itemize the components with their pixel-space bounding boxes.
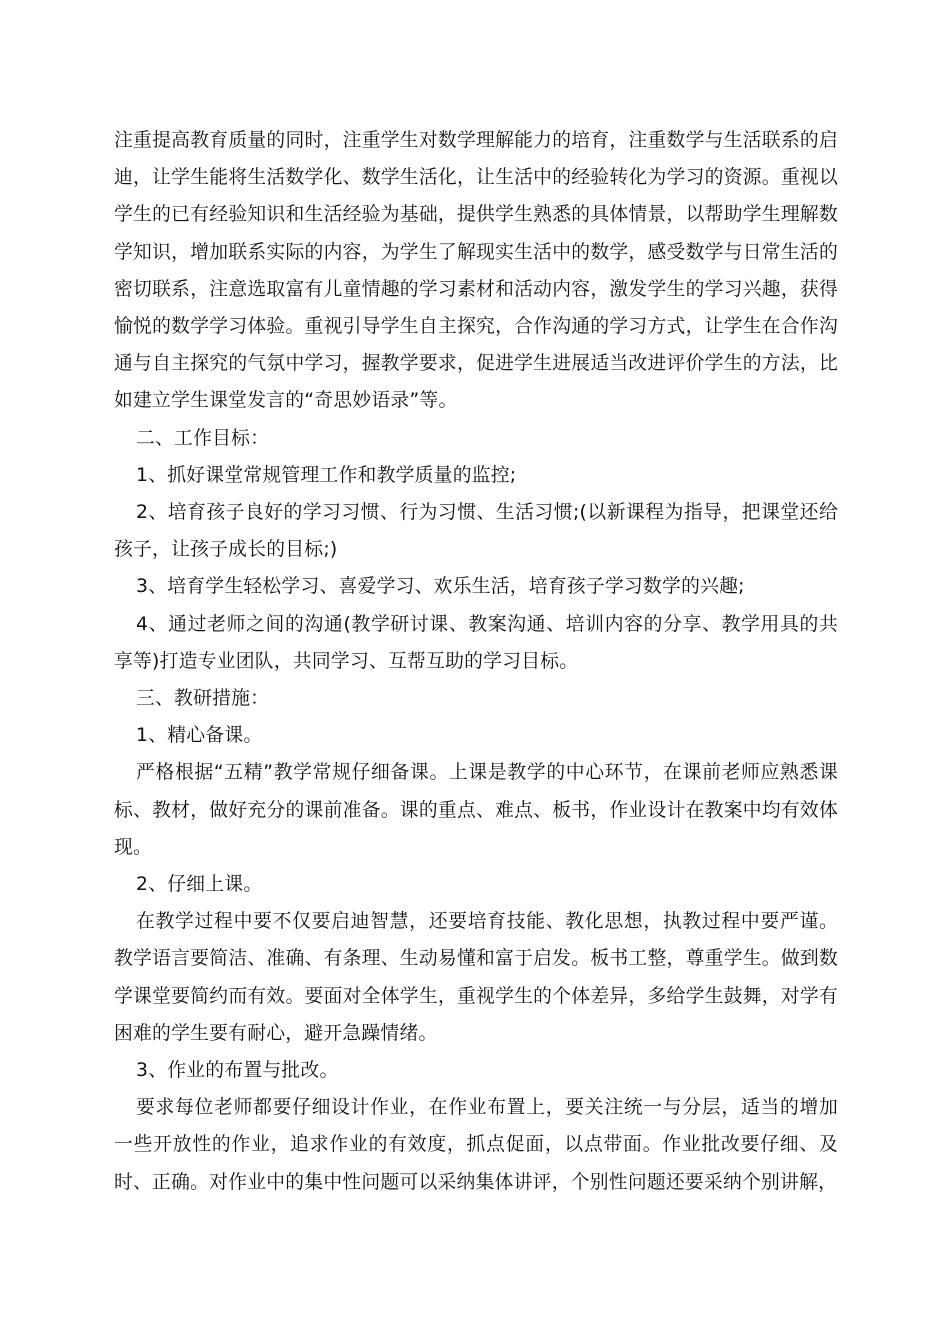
body-paragraph: 注重提高教育质量的同时，注重学生对数学理解能力的培育，注重数学与生活联系的启迪，让学生能将生活数学化、数学生活化，让生活中的经验转化为学习的资源。重视以学生的已有经验知识和生活经验为基础，提供学生熟悉的具体情景，以帮助学生理解数学知识，增加联系实际的内容，为学生了解现实生活中的数学，感受数学与日常生活的密切联系，注意选取富有儿童情趣的学习素材和活动内容，激发学生的学习兴趣，获得愉悦的数学学习体验。重视引导学生自主探究，合作沟通的学习方式，让学生在合作沟通与自主探究的气氛中学习，握教学要求，促进学生进展适当改进评价学生的方法，比如建立学生课堂发言的“奇思妙语录”等。 xyxy=(114,130,838,412)
measure-paragraph-1: 严格根据“五精”教学常规仔细备课。上课是教学的中心环节，在课前老师应熟悉课标、教材，做好充分的课前准备。课的重点、难点、板书，作业设计在教案中均有效体现。 xyxy=(114,762,838,858)
goal-item-2: 2、培育孩子良好的学习习惯、行为习惯、生活习惯;(以新课程为指导，把课堂还给孩子，让孩子成长的目标;) xyxy=(114,502,838,561)
section-heading-goals: 二、工作目标： xyxy=(136,427,270,449)
section-heading-measures: 三、教研措施： xyxy=(136,688,270,710)
document-body xyxy=(114,122,838,1201)
measure-heading-1: 1、精心备课。 xyxy=(136,725,263,747)
goal-item-3: 3、培育学生轻松学习、喜爱学习、欢乐生活，培育孩子学习数学的兴趣; xyxy=(136,576,745,598)
measure-heading-3: 3、作业的布置与批改。 xyxy=(136,1060,339,1082)
goal-item-4: 4、通过老师之间的沟通(教学研讨课、教案沟通、培训内容的分享、教学用具的共享等)打造专业团队，共同学习、互帮互助的学习目标。 xyxy=(114,613,838,672)
measure-paragraph-2: 在教学过程中要不仅要启迪智慧，还要培育技能、教化思想，执教过程中要严谨。教学语言要简洁、准确、有条理、生动易懂和富于启发。板书工整，尊重学生。做到数学课堂要简约而有效。要面对全体学生，重视学生的个体差异，多给学生鼓舞，对学有困难的学生要有耐心，避开急躁情绪。 xyxy=(114,911,838,1044)
goal-item-1: 1、抓好课堂常规管理工作和教学质量的监控; xyxy=(136,464,517,486)
measure-heading-2: 2、仔细上课。 xyxy=(136,874,263,896)
measure-paragraph-3: 要求每位老师都要仔细设计作业，在作业布置上，要关注统一与分层，适当的增加一些开放性的作业，追求作业的有效度，抓点促面，以点带面。作业批改要仔细、及时、正确。对作业中的集中性问题可以采纳集体讲评，个别性问题还要采纳个别讲解， xyxy=(114,1097,838,1193)
